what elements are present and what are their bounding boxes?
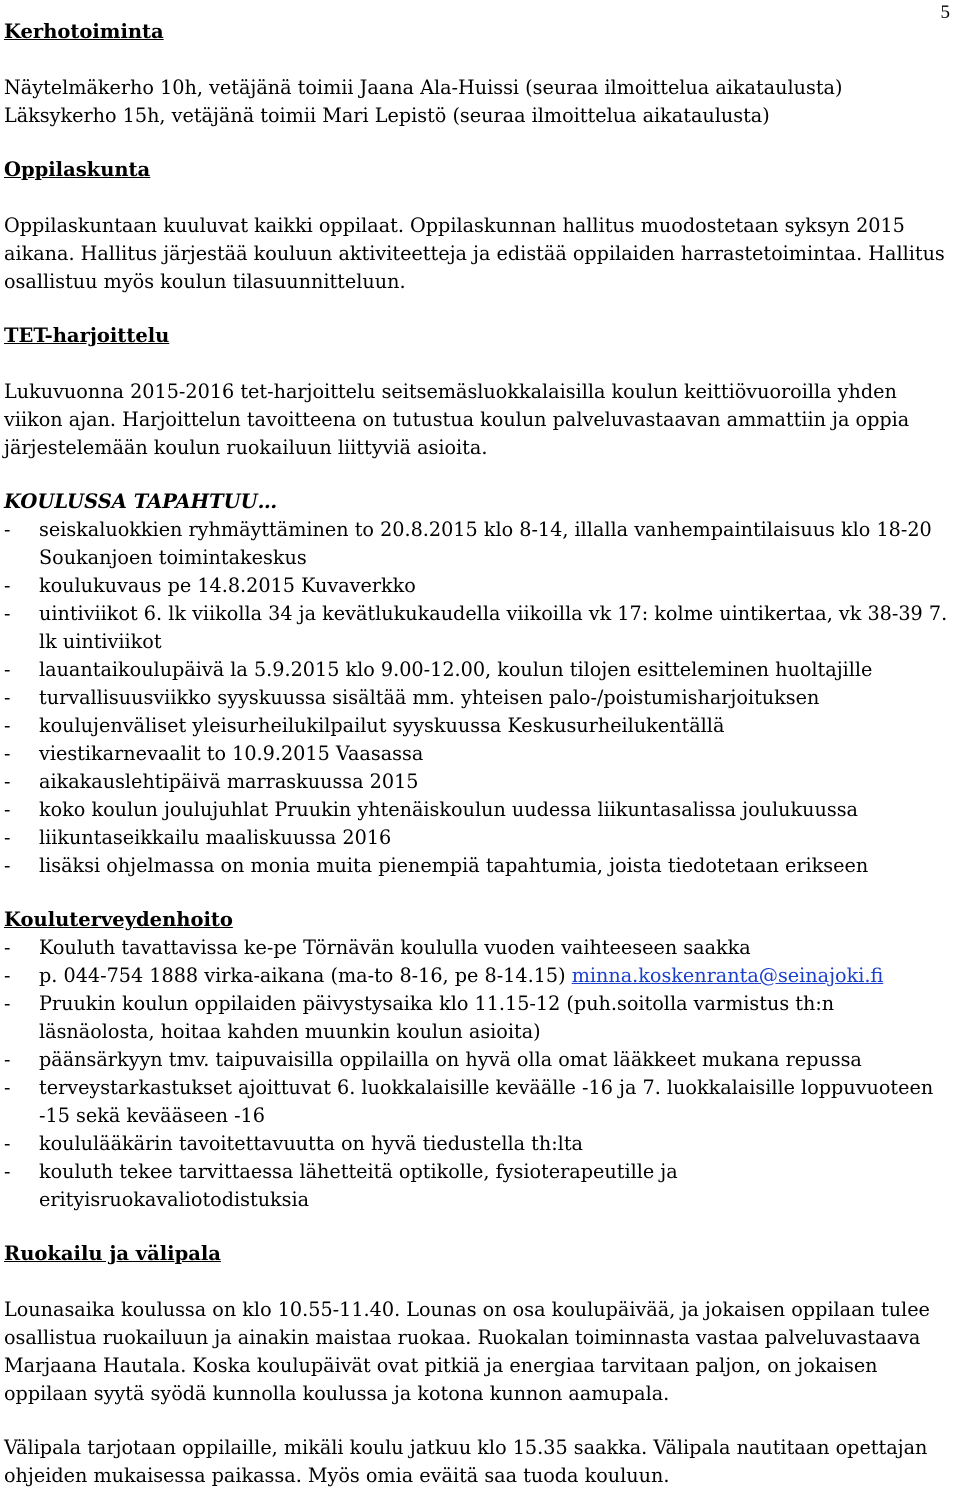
health-list <box>4 934 949 1214</box>
heading-ruokailu: Ruokailu ja välipala <box>4 1242 221 1265</box>
list-item-text: liikuntaseikkailu maaliskuussa 2016 <box>39 826 392 849</box>
list-dash: - <box>4 1076 11 1099</box>
list-item-text: päänsärkyyn tmv. taipuvaisilla oppilailla on hyvä olla omat lääkkeet mukana repussa <box>39 1048 862 1071</box>
list-dash: - <box>4 992 11 1015</box>
list-item <box>4 740 949 768</box>
list-item <box>4 852 949 880</box>
list-dash: - <box>4 798 11 821</box>
spacer <box>4 880 949 906</box>
list-dash: - <box>4 964 11 987</box>
nurse-email-link[interactable]: minna.koskenranta@seinajoki.fi <box>571 964 884 987</box>
oppilaskunta-paragraph: Oppilaskuntaan kuuluvat kaikki oppilaat. Oppilaskunnan hallitus muodostetaan syksyn 2015 aikana. Hallitus järjestää kouluun aktiviteetteja ja edistää oppilaiden harrastetoimintaa. Hallitus osallistuu myös koulun tilasuunnitteluun. <box>4 214 945 293</box>
spacer <box>4 1268 949 1296</box>
list-item <box>4 1158 949 1214</box>
spacer <box>4 296 949 322</box>
list-item <box>4 824 949 852</box>
snack-paragraph: Välipala tarjotaan oppilaille, mikäli koulu jatkuu klo 15.35 saakka. Välipala nautitaan opettajan ohjeiden mukaisessa paikassa. Myös omia eväitä saa tuoda kouluun. <box>4 1436 928 1487</box>
list-dash: - <box>4 770 11 793</box>
spacer <box>4 184 949 212</box>
list-dash: - <box>4 1132 11 1155</box>
list-item-text: terveystarkastukset ajoittuvat 6. luokkalaisille keväälle -16 ja 7. luokkalaisille loppuvuoteen -15 sekä kevääseen -16 <box>39 1076 934 1127</box>
heading-koulussa-tapahtuu: KOULUSSA TAPAHTUU… <box>4 490 278 513</box>
lunch-paragraph: Lounasaika koulussa on klo 10.55-11.40. Lounas on osa koulupäivää, ja jokaisen oppilaan tulee osallistua ruokailuun ja ainakin maistaa ruokaa. Ruokalan toiminnasta vastaa palveluvastaava Marjaana Hautala. Koska koulupäivät ovat pitkiä ja energiaa tarvitaan paljon, on jokaisen oppilaan syytä syödä kunnolla koulussa ja kotona kunnon aamupala. <box>4 1298 930 1405</box>
list-item <box>4 962 949 990</box>
list-item-text: koululääkärin tavoitettavuutta on hyvä tiedustella th:lta <box>39 1132 583 1155</box>
list-dash: - <box>4 1160 11 1183</box>
list-item-text: kouluth tekee tarvittaessa lähetteitä optikolle, fysioterapeutille ja erityisruokavaliotodistuksia <box>39 1160 678 1211</box>
list-item-text: uintiviikot 6. lk viikolla 34 ja kevätlukukaudella viikoilla vk 17: kolme uintikertaa, vk 38-39 7. lk uintiviikot <box>39 602 948 653</box>
club-line-drama: Näytelmäkerho 10h, vetäjänä toimii Jaana Ala-Huissi (seuraa ilmoittelua aikataulusta) <box>4 76 843 99</box>
list-item-text: p. 044-754 1888 virka-aikana (ma-to 8-16, pe 8-14.15) <box>39 964 572 987</box>
heading-kerhotoiminta: Kerhotoiminta <box>4 20 164 43</box>
document-content <box>4 18 949 1490</box>
heading-oppilaskunta: Oppilaskunta <box>4 158 151 181</box>
list-item-text: koko koulun joulujuhlat Pruukin yhtenäiskoulun uudessa liikuntasalissa joulukuussa <box>39 798 859 821</box>
list-item <box>4 796 949 824</box>
page-number: 5 <box>940 2 950 23</box>
list-item-text: Kouluth tavattavissa ke-pe Törnävän koululla vuoden vaihteeseen saakka <box>39 936 751 959</box>
spacer <box>4 1214 949 1240</box>
list-item-text: koulujenväliset yleisurheilukilpailut syyskuussa Keskusurheilukentällä <box>39 714 725 737</box>
list-item <box>4 516 949 572</box>
list-dash: - <box>4 936 11 959</box>
list-dash: - <box>4 602 11 625</box>
list-item <box>4 990 949 1046</box>
list-dash: - <box>4 1048 11 1071</box>
list-dash: - <box>4 686 11 709</box>
list-dash: - <box>4 854 11 877</box>
spacer <box>4 350 949 378</box>
list-item <box>4 656 949 684</box>
heading-kouluterveydenhoito: Kouluterveydenhoito <box>4 908 233 931</box>
list-item-text: Pruukin koulun oppilaiden päivystysaika klo 11.15-12 (puh.soitolla varmistus th:n läsnäolosta, hoitaa kahden muunkin koulun asioita) <box>39 992 835 1043</box>
list-item-text: koulukuvaus pe 14.8.2015 Kuvaverkko <box>39 574 416 597</box>
list-dash: - <box>4 518 11 541</box>
spacer <box>4 462 949 488</box>
list-dash: - <box>4 574 11 597</box>
list-item <box>4 600 949 656</box>
list-item <box>4 712 949 740</box>
list-item <box>4 684 949 712</box>
list-item-text: aikakauslehtipäivä marraskuussa 2015 <box>39 770 419 793</box>
list-item <box>4 934 949 962</box>
list-item-text: lauantaikoulupäivä la 5.9.2015 klo 9.00-12.00, koulun tilojen esitteleminen huoltajille <box>39 658 873 681</box>
tet-paragraph: Lukuvuonna 2015-2016 tet-harjoittelu seitsemäsluokkalaisilla koulun keittiövuoroilla yhden viikon ajan. Harjoittelun tavoitteena on tutustua koulun palveluvastaavan ammattiin ja oppia järjestelemään koulun ruokailuun liittyviä asioita. <box>4 380 910 459</box>
spacer <box>4 130 949 156</box>
list-dash: - <box>4 658 11 681</box>
heading-tet: TET-harjoittelu <box>4 324 170 347</box>
list-dash: - <box>4 826 11 849</box>
list-item-text: lisäksi ohjelmassa on monia muita pienempiä tapahtumia, joista tiedotetaan erikseen <box>39 854 869 877</box>
list-item-text: viestikarnevaalit to 10.9.2015 Vaasassa <box>39 742 424 765</box>
events-list <box>4 516 949 880</box>
spacer <box>4 1408 949 1434</box>
spacer <box>4 46 949 74</box>
list-item <box>4 1130 949 1158</box>
list-item <box>4 1046 949 1074</box>
list-item <box>4 1074 949 1130</box>
list-dash: - <box>4 742 11 765</box>
list-item-text: seiskaluokkien ryhmäyttäminen to 20.8.2015 klo 8-14, illalla vanhempaintilaisuus klo 18-20 Soukanjoen toimintakeskus <box>39 518 932 569</box>
list-item <box>4 768 949 796</box>
list-dash: - <box>4 714 11 737</box>
list-item-text: turvallisuusviikko syyskuussa sisältää mm. yhteisen palo-/poistumisharjoituksen <box>39 686 820 709</box>
club-line-homework: Läksykerho 15h, vetäjänä toimii Mari Lepistö (seuraa ilmoittelua aikataulusta) <box>4 104 770 127</box>
list-item <box>4 572 949 600</box>
